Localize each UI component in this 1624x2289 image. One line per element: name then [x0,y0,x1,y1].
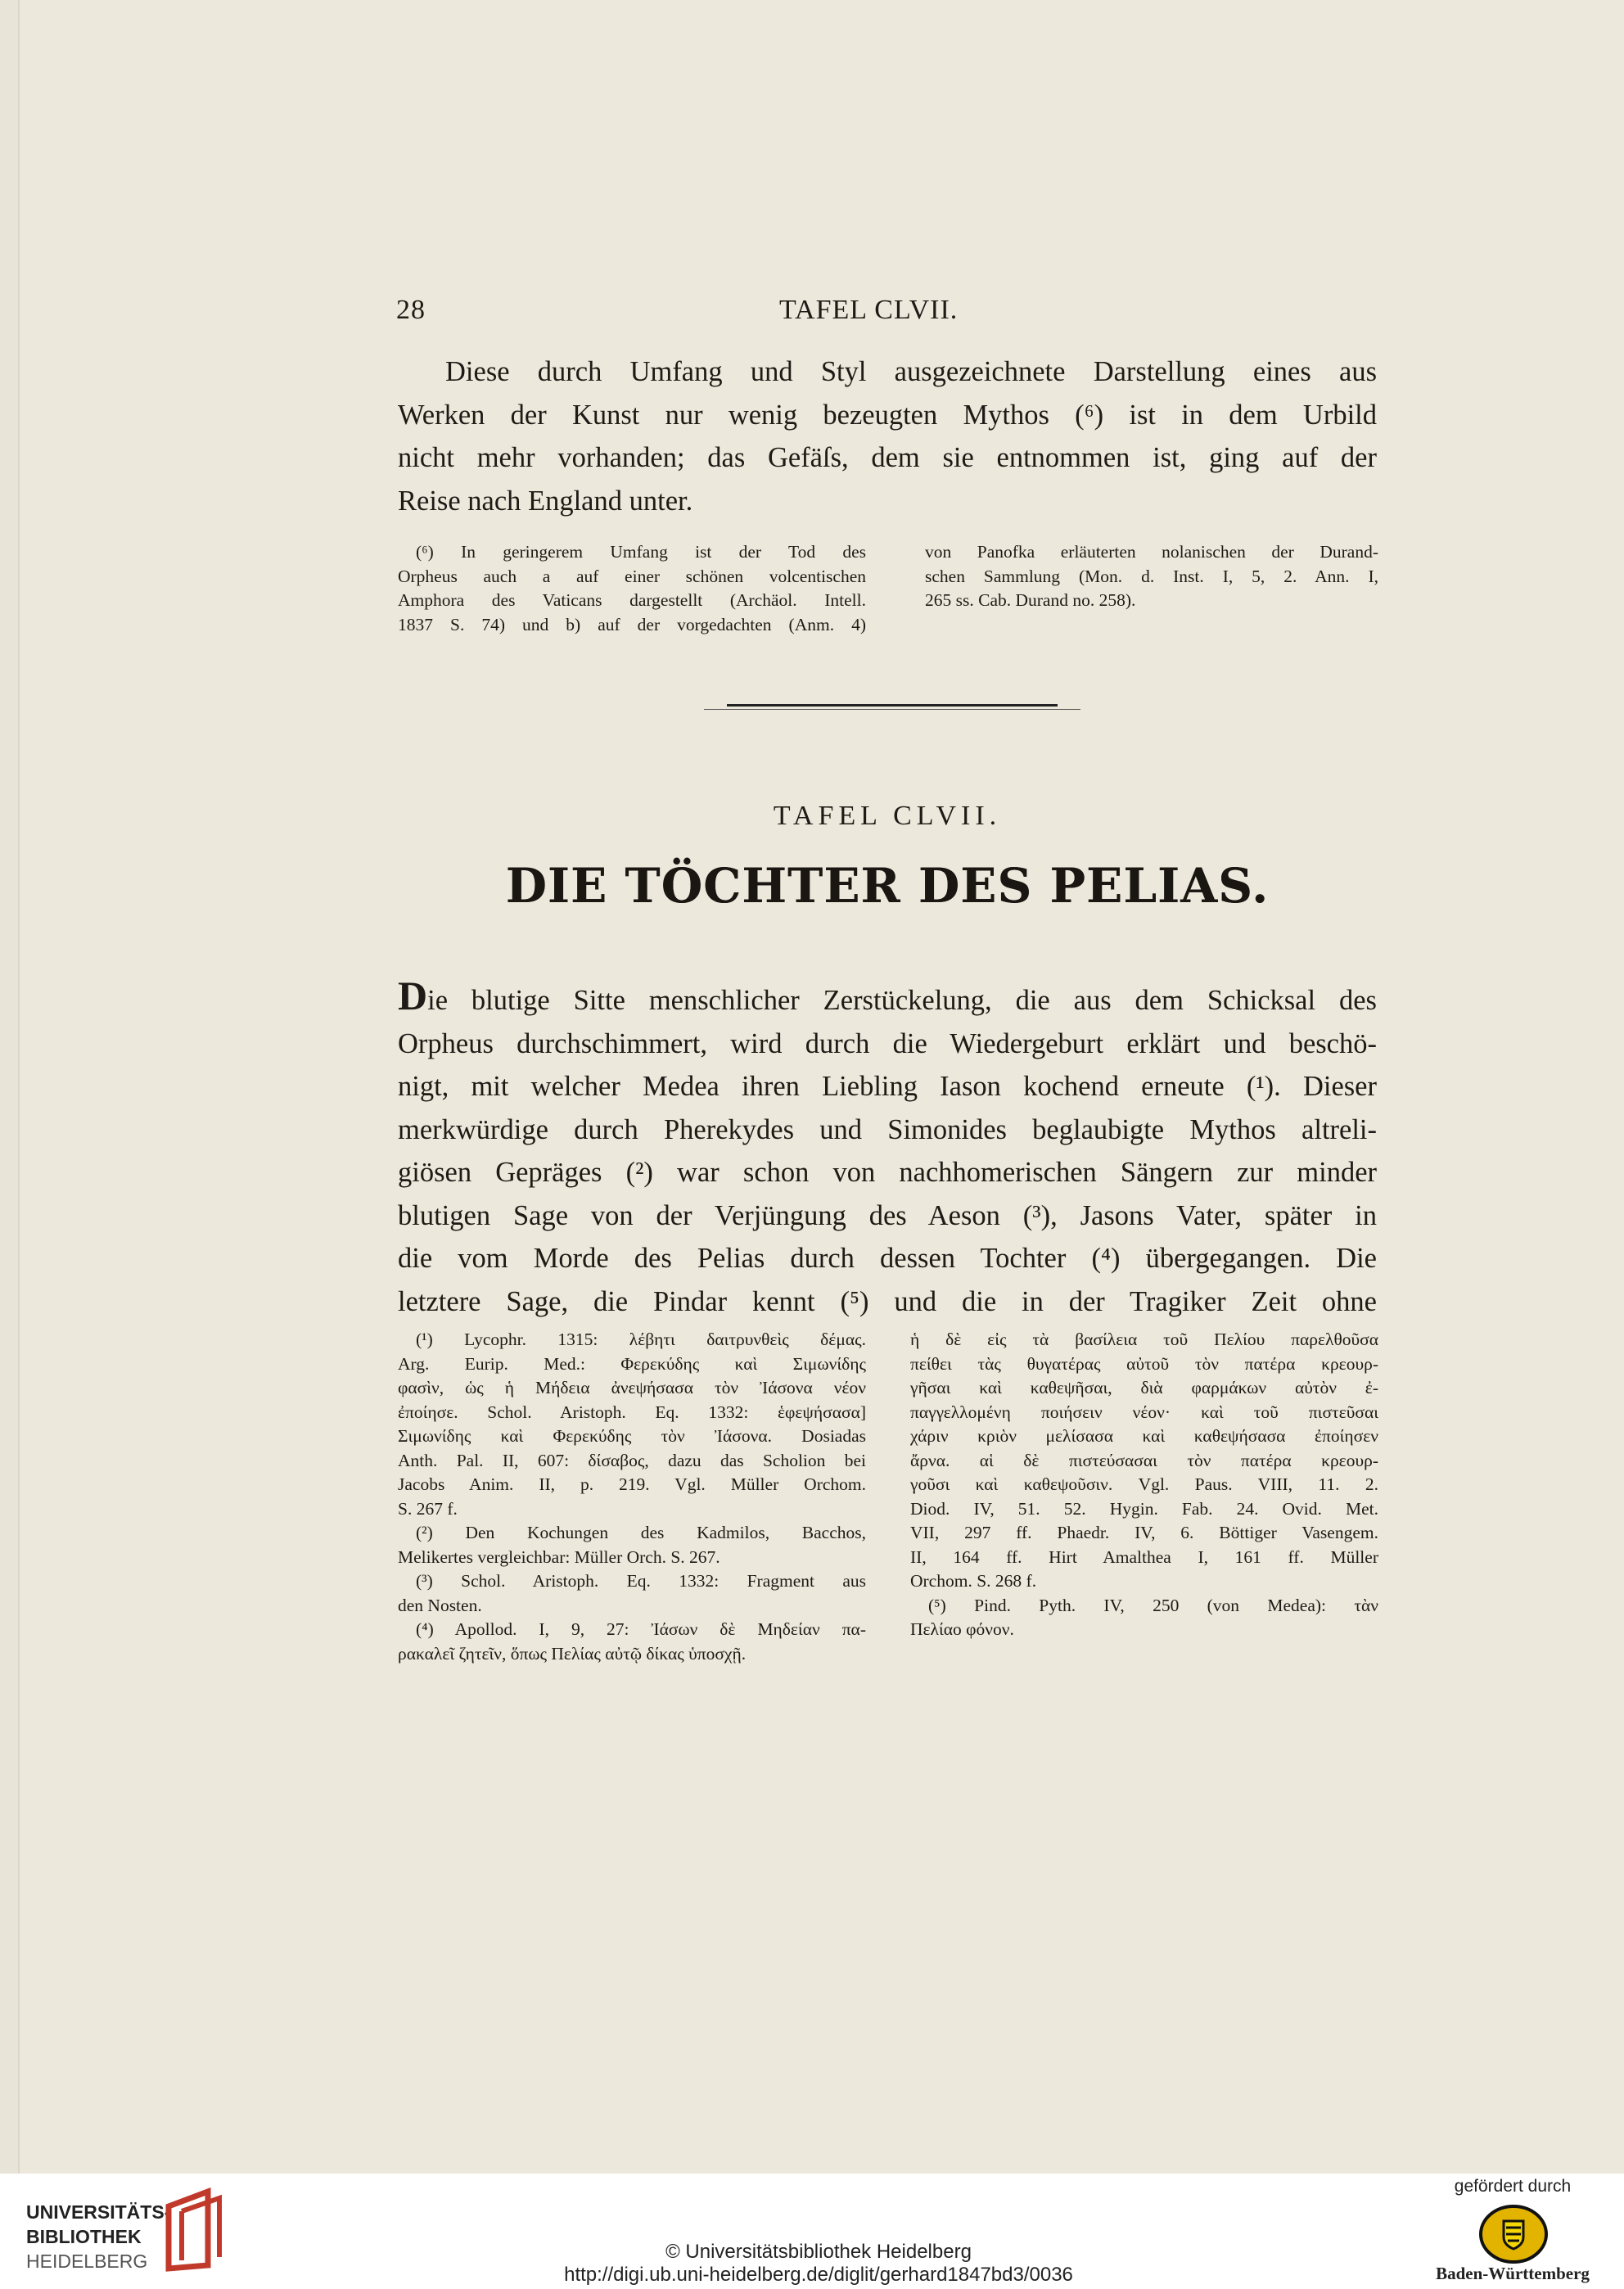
main-line: giösen Gepräges (²) war schon von nachhomerischen Sängern zur minder [398,1157,1377,1188]
footnote-line: Σιμωνίδης καὶ Φερεκύδης τὸν Ἰάσονα. Dosiadas [398,1426,866,1446]
footnotes-left-column [398,1328,866,1666]
footnote-line: (⁵) Pind. Pyth. IV, 250 (von Medea): τὰν [928,1595,1378,1615]
footer-bar [0,2174,1624,2289]
library-line3: HEIDELBERG [26,2251,148,2272]
main-line: merkwürdige durch Pherekydes und Simonides beglaubigte Mythos altreli- [398,1113,1377,1145]
footnote-line: Orpheus auch a auf einer schönen volcentischen [398,566,866,586]
main-line: blutigen Sage von der Verjüngung des Aeson (³), Jasons Vater, später in [398,1199,1377,1231]
state-name: Baden-Württemberg [1436,2264,1590,2283]
footnote-line: II, 164 ff. Hirt Amalthea I, 161 ff. Müller [910,1546,1378,1567]
library-line2: BIBLIOTHEK [26,2226,142,2247]
state-coat-of-arms-icon [1478,2203,1549,2265]
main-line-rest: ie blutige Sitte menschlicher Zerstückelung, die aus dem Schicksal des [427,985,1377,1016]
funded-by-text: gefördert durch [1454,2177,1572,2196]
footnote-line: χάριν κριὸν μελίσασα καὶ καθεψήσασα ἐποίησεν [910,1426,1378,1446]
main-line: die vom Morde des Pelias durch dessen Tochter (⁴) übergegangen. Die [398,1243,1377,1274]
footnote-line: 265 ss. Cab. Durand no. 258). [925,590,1136,610]
footnote-line: (⁴) Apollod. I, 9, 27: Ἰάσων δὲ Μηδείαν πα- [416,1619,866,1639]
footnotes-right-column [910,1328,1378,1642]
footnote-line: Anth. Pal. II, 607: δίσαβος, dazu das Scholion bei [398,1450,866,1470]
main-line: nigt, mit welcher Medea ihren Liebling Iason kochend erneute (¹). Dieser [398,1071,1377,1102]
footnote-line: VII, 297 ff. Phaedr. IV, 6. Böttiger Vasengem. [910,1523,1378,1542]
permalink-url[interactable]: http://digi.ub.uni-heidelberg.de/diglit/gerhard1847bd3/0036 [564,2264,1073,2286]
footnote-line: Jacobs Anim. II, p. 219. Vgl. Müller Orchom. [398,1474,866,1494]
main-line: letztere Sage, die Pindar kennt (⁵) und die in der Tragiker Zeit ohne [398,1285,1377,1317]
library-logo-icon [160,2187,229,2272]
intro-line: Reise nach England unter. [398,485,693,517]
footnote-6-left [398,540,866,637]
drop-cap: D [398,973,428,1018]
footnote-line: παγγελλομένη ποιήσειν νέον· καὶ τοῦ πιστεῦσαι [910,1402,1378,1422]
footnote-line: πείθει τὰς θυγατέρας αὐτοῦ τὸν πατέρα κρεουρ- [910,1353,1378,1374]
footnote-line: Melikertes vergleichbar: Müller Orch. S. 267. [398,1546,720,1567]
footnote-line: ρακαλεῖ ζητεῖν, ὅπως Πελίας αὐτῷ δίκας ὑποσχῇ. [398,1643,747,1664]
footnote-line: schen Sammlung (Mon. d. Inst. I, 5, 2. Ann. I, [925,566,1378,586]
page-number: 28 [396,295,426,325]
footnote-line: S. 267 f. [398,1498,458,1519]
footnote-line: γοῦσι καὶ καθεψοῦσιν. Vgl. Paus. VIII, 11. 2. [910,1474,1378,1494]
intro-paragraph [398,350,1377,522]
footnote-line: Amphora des Vaticans dargestellt (Archäol. Intell. [398,590,866,610]
footnote-line: γῆσαι καὶ καθεψῆσαι, διὰ φαρμάκων αὐτὸν ἐ- [910,1378,1378,1397]
footnote-line: ἡ δὲ εἰς τὰ βασίλεια τοῦ Πελίου παρελθοῦσα [910,1330,1378,1349]
footnote-line: (³) Schol. Aristoph. Eq. 1332: Fragment aus [416,1571,866,1591]
footnote-line: Orchom. S. 268 f. [910,1571,1037,1591]
library-logo-text [26,2200,170,2273]
footnote-line: (⁶) In geringerem Umfang ist der Tod des [416,542,866,562]
footnote-line: Diod. IV, 51. 52. Hygin. Fab. 24. Ovid. Met. [910,1498,1378,1519]
section-title: DIE TÖCHTER DES PELIAS. [505,858,1270,914]
intro-line: nicht mehr vorhanden; das Gefäſs, dem sie entnommen ist, ging auf der [398,442,1377,473]
intro-line: Werken der Kunst nur wenig bezeugten Mythos (⁶) ist in dem Urbild [398,399,1377,431]
footnote-line: Arg. Eurip. Med.: Φερεκύδης καὶ Σιμωνίδης [398,1353,866,1374]
running-head: TAFEL CLVII. [779,295,959,325]
footnote-line: (¹) Lycophr. 1315: λέβητι δαιτρυνθεὶς δέμας. [416,1330,866,1349]
footnote-line: ἄρνα. αἱ δὲ πιστεύσασαι τὸν πατέρα κρεουρ- [910,1450,1378,1470]
footnote-line: (²) Den Kochungen des Kadmilos, Bacchos, [416,1523,866,1542]
library-line1: UNIVERSITÄTS- [26,2201,171,2223]
footnote-line: ἐποίησε. Schol. Aristoph. Eq. 1332: ἑφεψήσασα] [398,1402,866,1422]
copyright-text: © Universitätsbibliothek Heidelberg [665,2241,972,2263]
section-divider-thin [704,709,1080,710]
main-line-first [398,973,1377,1023]
footnote-line: 1837 S. 74) und b) auf der vorgedachten (Anm. 4) [398,614,866,634]
section-label: TAFEL CLVII. [773,801,1002,831]
footnote-line: den Nosten. [398,1595,482,1615]
main-line: Orpheus durchschimmert, wird durch die Wiedergeburt erklärt und beschö- [398,1027,1377,1059]
main-paragraph [398,973,1377,1323]
footnote-line: Πελίαο φόνον. [910,1619,1014,1639]
section-divider [727,704,1058,707]
footnote-6-right [925,540,1378,613]
footnote-line: φασὶν, ὡς ἡ Μήδεια ἀνεψήσασα τὸν Ἰάσονα νέον [398,1378,866,1397]
intro-line: Diese durch Umfang und Styl ausgezeichnete Darstellung eines aus [445,356,1377,387]
footnote-line: von Panofka erläuterten nolanischen der Durand- [925,542,1378,562]
